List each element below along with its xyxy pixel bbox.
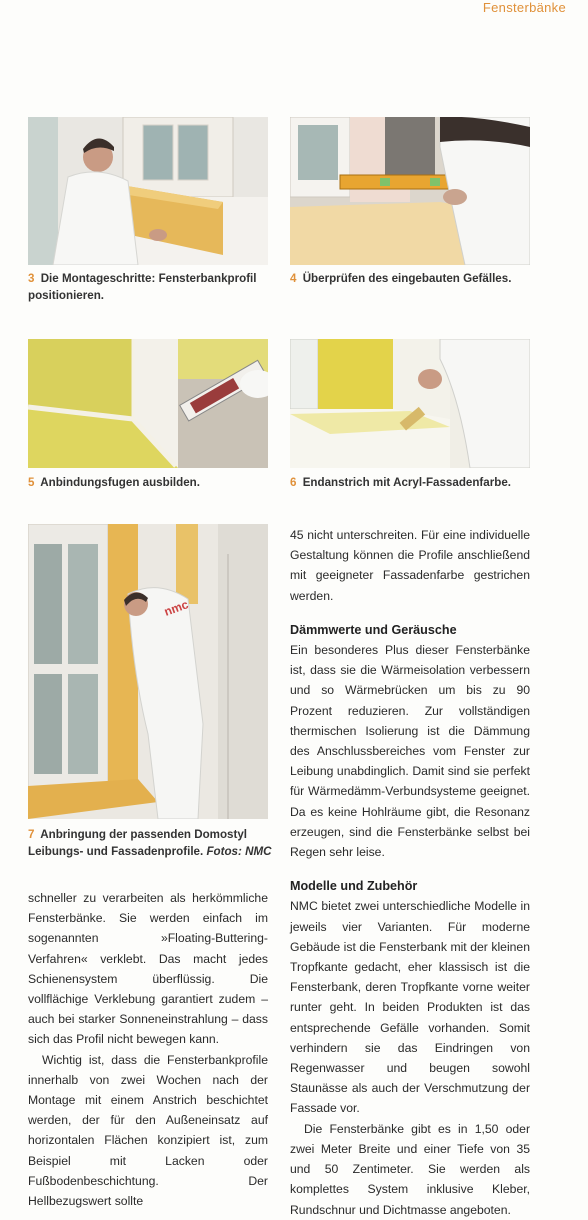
photo-checking-slope [290, 117, 530, 265]
paragraph: Die Fensterbänke gibt es in 1,50 oder zwei Meter Breite und einer Tiefe von 35 und 50 Zentimeter. Sie werden als komplettes System inklusive Kleber, Rundschnur und Dichtmasse angeboten. [290, 1121, 530, 1217]
paragraph: 45 nicht unterschreiten. Für eine individuelle Gestaltung können die Profile anschließend mit geeigneter Fassadenfarbe gestrichen werden. [290, 528, 530, 603]
caption-6 [290, 474, 550, 491]
left-text-column [28, 888, 268, 1211]
photo-final-coat [290, 339, 530, 468]
caption-number: 4 [290, 272, 297, 285]
caption-number: 3 [28, 272, 35, 285]
photo-positioning-sill [28, 117, 268, 265]
section-heading: Modelle und Zubehör [290, 879, 418, 894]
paragraph: Wichtig ist, dass die Fensterbankprofile innerhalb von zwei Wochen nach der Montage mit einem Anstrich beschichtet werden, der für den Außeneinsatz auf horizontalen Flächen konzipiert ist, zum Beispiel mit Lacken oder Fußbodenbeschichtung. Der Hellbezugswert sollte [28, 1052, 268, 1209]
section-header: Fensterbänke [482, 0, 566, 15]
paragraph: schneller zu verarbeiten als herkömmliche Fensterbänke. Sie werden einfach im sogenannten »Floating-Buttering-Verfahren« verklebt. Das macht jedes Schienensystem überflüssig. Die vollflächige Verklebung garantiert zudem – auch bei starker Sonneneinstrahlung – dass sich das Profil nicht bewegen kann. [28, 891, 268, 1047]
paragraph: Ein besonderes Plus dieser Fensterbänke ist, dass sie die Wärmeisolation verbessern und so Wärmebrücken um bis zu 90 Prozent reduzieren. Zur vollständigen thermischen Isolierung ist die Dämmung des Anschlussbereiches vom Fenster zur Leibung unabdinglich. Damit sind sie perfekt für Wärmedämm-Verbundsysteme geeignet. Da es keine Hohlräume gibt, die Resonanz erzeugen, sind die Fensterbänke selbst bei Regen sehr leise. [290, 643, 530, 860]
caption-number: 5 [28, 476, 35, 489]
suit-logo: nmc [162, 597, 191, 619]
caption-number: 6 [290, 476, 297, 489]
caption-text: Die Montageschritte: Fensterbankprofil positionieren. [28, 272, 257, 302]
photo-credit: Fotos: NMC [206, 845, 272, 858]
caption-3 [28, 270, 278, 304]
photo-sealing-joints [28, 339, 268, 468]
photo-reveal-profiles [28, 524, 268, 819]
caption-5 [28, 474, 278, 491]
caption-7 [28, 826, 278, 860]
caption-text: Anbringung der passenden Domostyl Leibungs- und Fassadenprofile. [28, 828, 248, 858]
caption-text: Endanstrich mit Acryl-Fassadenfarbe. [302, 476, 512, 489]
paragraph: NMC bietet zwei unterschiedliche Modelle in jeweils vier Varianten. Für moderne Gebäude ist die Fensterbank mit der kleinen Tropfkante gedacht, eher klassisch ist die Fensterbank, deren Tropfkante vorne weiter runter geht. In beiden Produkten ist das entsprechende Gefälle vorhanden. Somit verhindern sie das Eindringen von Regenwasser und beugen sowohl Staunässe als auch der Verschmutzung der Fassade vor. [290, 899, 530, 1116]
caption-text: Anbindungsfugen ausbilden. [40, 476, 200, 489]
section-heading: Dämmwerte und Geräusche [290, 622, 457, 637]
caption-text: Überprüfen des eingebauten Gefälles. [302, 272, 512, 285]
right-text-column [290, 525, 530, 1220]
caption-4 [290, 270, 550, 287]
caption-number: 7 [28, 828, 35, 841]
